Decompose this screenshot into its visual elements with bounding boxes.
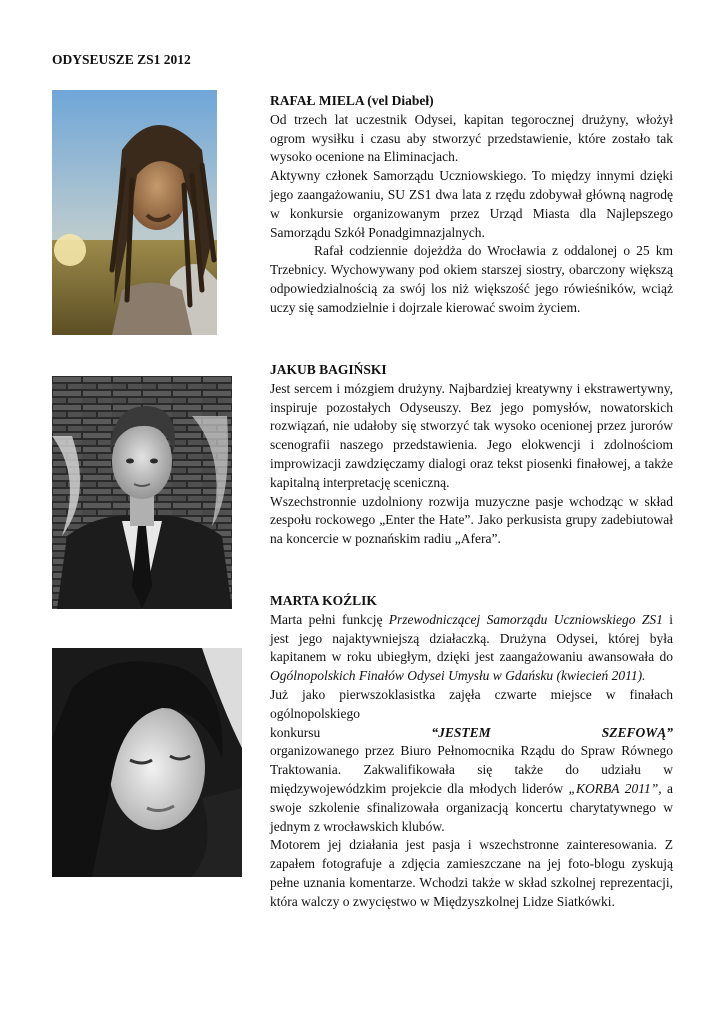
bio-section-jakub [270,361,673,549]
bold-italic-run: “JESTEM [431,724,491,740]
portrait-photo-jakub [52,376,232,609]
bio-paragraph: Jest sercem i mózgiem drużyny. Najbardziej kreatywny i ekstrawertywny, inspiruje pozostałych Odyseuszy. Bez jego pomysłów, nowatorskich rozwiązań, nie udałoby się stworzyć tak wysoko ocenionej przez jurorów scenografii naszego przedstawienia. Jego elokwencji i zdolnościom improwizacji zawdzięczamy dialogi oraz tekst piosenki finałowej, a także kapitalną interpretację sceniczną. [270,380,673,490]
bio-paragraph: Od trzech lat uczestnik Odysei, kapitan tegorocznej drużyny, włożył ogrom wysiłku i czasu aby stworzyć przedstawienie, które zostało tak wysoko ocenione na Eliminacjach. [270,111,673,165]
italic-run: „KORBA 2011”, [568,780,662,796]
text-run: a swoje szkolenie sfinalizowała organizacją koncertu charytatywnego w jednym z wrocławskich klubów. [270,780,673,834]
portrait-photo-rafal [52,90,217,335]
bio-paragraph [270,611,673,686]
bio-paragraph: Wszechstronnie uzdolniony rozwija muzyczne pasje wchodząc w skład zespołu rockowego „Enter the Hate”. Jako perkusista grupy zadebiutował na koncercie w poznańskim radiu „Afera”. [270,493,673,547]
person-name: MARTA KOŹLIK [270,593,377,608]
italic-run: Przewodniczącej Samorządu Uczniowskiego ZS1 [388,611,663,627]
bio-paragraph [270,686,673,836]
bold-italic-run: SZEFOWĄ” [601,724,673,740]
person-name: JAKUB BAGIŃSKI [270,362,387,377]
bio-section-marta [270,592,673,912]
bio-paragraph: Rafał codziennie dojeżdża do Wrocławia z oddalonej o 25 km Trzebnicy. Wychowywany pod okiem starszej siostry, obarczony większą odpowiedzialnością za swój los niż większość jego rówieśników, wciąż uczy się samodzielnie i dojrzale kierować swoim życiem. [270,243,673,315]
italic-run: Ogólnopolskich Finałów Odysei Umysłu w Gdańsku (kwiecień 2011). [270,668,646,684]
text-run: Już jako pierwszoklasistka zajęła czwarte miejsce w finałach ogólnopolskiego [270,686,673,721]
page-title: ODYSEUSZE ZS1 2012 [52,52,191,67]
text-run: organizowanego przez Biuro Pełnomocnika Rządu do Spraw Równego Traktowania. Zakwalifikowała się także do udziału w międzywojewódzkim projekcie dla młodych liderów [270,743,673,796]
bio-paragraph: Motorem jej działania jest pasja i wszechstronne zainteresowania. Z zapałem fotografuje a zdjęcia zamieszczane na jej foto-blogu zyskują pełne uznania komentarze. Wchodzi także w skład szkolnej reprezentacji, która walczy o zwycięstwo w Międzyszkolnej Lidze Siatkówki. [270,837,673,909]
bio-paragraph: Aktywny członek Samorządu Uczniowskiego. To między innymi dzięki jego zaangażowaniu, SU ZS1 dwa lata z rzędu zdobywał główną nagrodę w konkursie organizowanym przez Urząd Miasta dla Najlepszego Samorządu Szkół Ponadgimnazjalnych. [270,168,673,240]
text-run: konkursu [270,724,321,740]
justified-line [270,724,673,743]
bio-section-rafal [270,92,673,318]
text-run: Marta pełni funkcję [270,611,389,627]
portrait-photo-marta [52,648,242,877]
person-name: RAFAŁ MIELA (vel Diabeł) [270,93,434,108]
text-run: i jest jego najaktywniejszą działaczką. Drużyna Odysei, której była kapitanem w roku ubiegłym, dzięki jest zaangażowaniu awansowała do [270,611,673,665]
